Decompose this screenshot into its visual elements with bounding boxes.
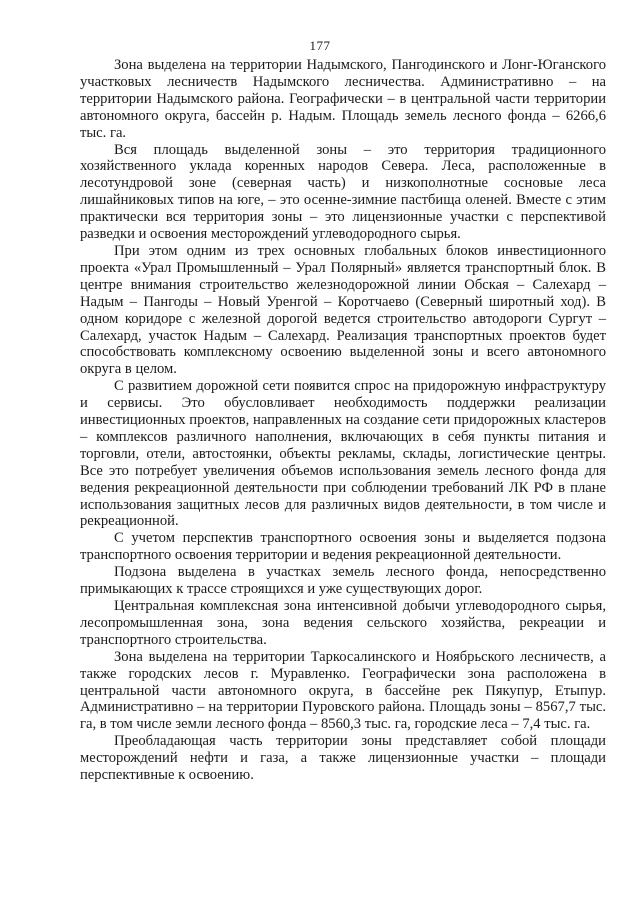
paragraph-oil-gas-fields: Преобладающая часть территории зоны представляет собой площади месторождений нефти и газа, а также лицензионные участки – площади перспективные к освоению. bbox=[80, 733, 606, 784]
body-text bbox=[80, 57, 606, 784]
paragraph-central-zone-heading: Центральная комплексная зона интенсивной добычи углеводородного сырья, лесопромышленная зона, зона ведения сельского хозяйства, рекреации и транспортного строительства. bbox=[80, 598, 606, 648]
paragraph-central-zone-location: Зона выделена на территории Таркосалинского и Ноябрьского лесничеств, а также городских лесов г. Муравленко. Географически зона расположена в центральной части автономного округа, в бассейне рек Пякупур, Етыпур. Административно – на территории Пуровского района. Площадь зоны – 8567,7 тыс. га, в том числе земли лесного фонда – 8560,3 тыс. га, городские леса – 7,4 тыс. га. bbox=[80, 648, 606, 733]
paragraph-traditional-economy: Вся площадь выделенной зоны – это территория традиционного хозяйственного уклада коренных народов Севера. Леса, расположенные в лесотундровой зоне (северная часть) и низкополнотные сосновые леса лишайниковых типов на юге, – это осенне-зимние пастбища оленей. Вместе с этим практически вся территория зоны – это лицензионные участки с перспективой разведки и освоения месторождений углеводородного сырья. bbox=[80, 141, 606, 243]
page-number: 177 bbox=[309, 38, 331, 53]
paragraph-ural-project: При этом одним из трех основных глобальных блоков инвестиционного проекта «Урал Промышленный – Урал Полярный» является транспортный блок. В центре внимания строительство железнодорожной линии Обская – Салехард – Надым – Пангоды – Новый Уренгой – Коротчаево (Северный широтный ход). В одном коридоре с железной дорогой ведется строительство автодороги Сургут – Салехард, участок Надым – Салехард. Реализация транспортных проектов будет способствовать комплексному освоению выделенной зоны и всего автономного округа в целом. bbox=[80, 242, 606, 378]
paragraph-transport-subzone: С учетом перспектив транспортного освоения зоны и выделяется подзона транспортного освоения территории и ведения рекреационной деятельности. bbox=[80, 530, 606, 564]
paragraph-nadym-zone: Зона выделена на территории Надымского, Пангодинского и Лонг-Юганского участковых лесничеств Надымского лесничества. Административно – на территории Надымского района. Географически – в центральной части территории автономного округа, бассейн р. Надым. Площадь земель лесного фонда – 6266,6 тыс. га. bbox=[80, 57, 606, 141]
paragraph-subzone-location: Подзона выделена в участках земель лесного фонда, непосредственно примыкающих к трассе строящихся и уже существующих дорог. bbox=[80, 564, 606, 598]
paragraph-roadside-infrastructure: С развитием дорожной сети появится спрос на придорожную инфраструктуру и сервисы. Это обусловливает необходимость поддержки реализации инвестиционных проектов, направленных на создание сети придорожных кластеров – комплексов различного наполнения, включающих в себя пункты питания и торговли, отели, автостоянки, объекты рекламы, склады, логистические центры. Все это потребует увеличения объемов использования земель лесного фонда для ведения рекреационной деятельности при соблюдении требований ЛК РФ в плане использования защитных лесов для различных видов деятельности, в том числе и рекреационной. bbox=[80, 378, 606, 530]
